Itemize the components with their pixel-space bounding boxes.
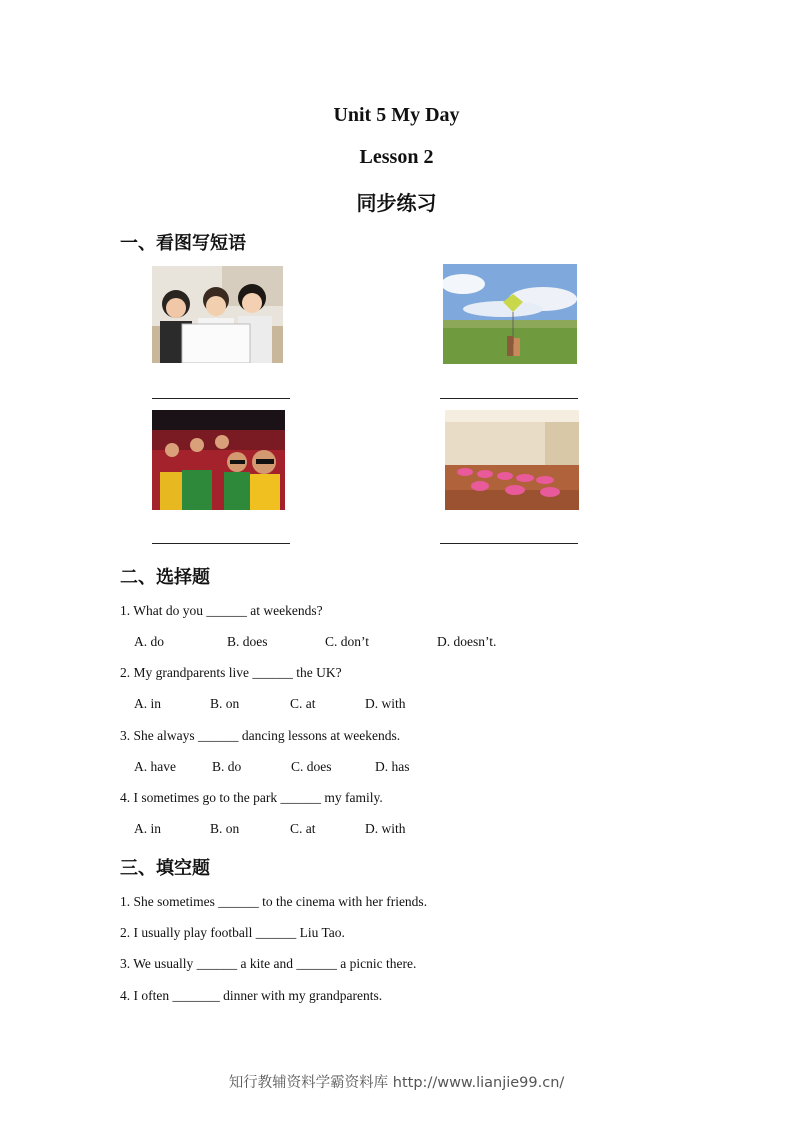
footer-watermark: 知行教辅资料学霸资料库 http://www.lianjie99.cn/ — [228, 1075, 565, 1091]
section3-heading: 三、填空题 — [120, 858, 210, 879]
option-b[interactable]: B. do — [212, 759, 242, 774]
option-b[interactable]: B. on — [210, 696, 240, 711]
option-c[interactable]: C. don’t — [325, 634, 370, 649]
section2-heading: 二、选择题 — [120, 567, 210, 588]
choice-question-3: 3. She always ______ dancing lessons at weekends. — [120, 728, 401, 743]
section1-heading: 一、看图写短语 — [120, 233, 246, 254]
fill-question-1: 1. She sometimes ______ to the cinema with her friends. — [120, 894, 428, 909]
answer-blank-3[interactable] — [152, 543, 290, 544]
option-c[interactable]: C. does — [291, 759, 332, 774]
option-a[interactable]: A. in — [134, 821, 161, 836]
option-c[interactable]: C. at — [290, 696, 316, 711]
children-computer-image — [152, 266, 283, 363]
kite-flying-image — [443, 264, 577, 364]
option-d[interactable]: D. doesn’t. — [437, 634, 497, 649]
choice-question-2: 2. My grandparents live ______ the UK? — [120, 665, 342, 680]
answer-blank-1[interactable] — [152, 398, 290, 399]
choice-options-2 — [134, 696, 634, 714]
choice-options-3 — [134, 759, 634, 777]
choice-options-1 — [134, 634, 634, 652]
option-a[interactable]: A. in — [134, 696, 161, 711]
option-c[interactable]: C. at — [290, 821, 316, 836]
practice-title: 同步练习 — [356, 191, 437, 215]
choice-options-4 — [134, 821, 634, 839]
lesson-title: Lesson 2 — [359, 146, 434, 168]
cinema-image — [152, 410, 285, 510]
option-d[interactable]: D. with — [365, 821, 406, 836]
option-b[interactable]: B. does — [227, 634, 268, 649]
fill-question-4: 4. I often _______ dinner with my grandparents. — [120, 988, 383, 1003]
choice-question-1: 1. What do you ______ at weekends? — [120, 603, 323, 618]
option-a[interactable]: A. have — [134, 759, 176, 774]
answer-blank-2[interactable] — [440, 398, 578, 399]
choice-question-4: 4. I sometimes go to the park ______ my family. — [120, 790, 383, 805]
option-b[interactable]: B. on — [210, 821, 240, 836]
dancing-lesson-image — [445, 410, 579, 510]
option-a[interactable]: A. do — [134, 634, 164, 649]
fill-question-3: 3. We usually ______ a kite and ______ a picnic there. — [120, 956, 417, 971]
option-d[interactable]: D. with — [365, 696, 406, 711]
fill-question-2: 2. I usually play football ______ Liu Tao. — [120, 925, 345, 940]
option-d[interactable]: D. has — [375, 759, 410, 774]
answer-blank-4[interactable] — [440, 543, 578, 544]
unit-title: Unit 5 My Day — [333, 104, 460, 126]
